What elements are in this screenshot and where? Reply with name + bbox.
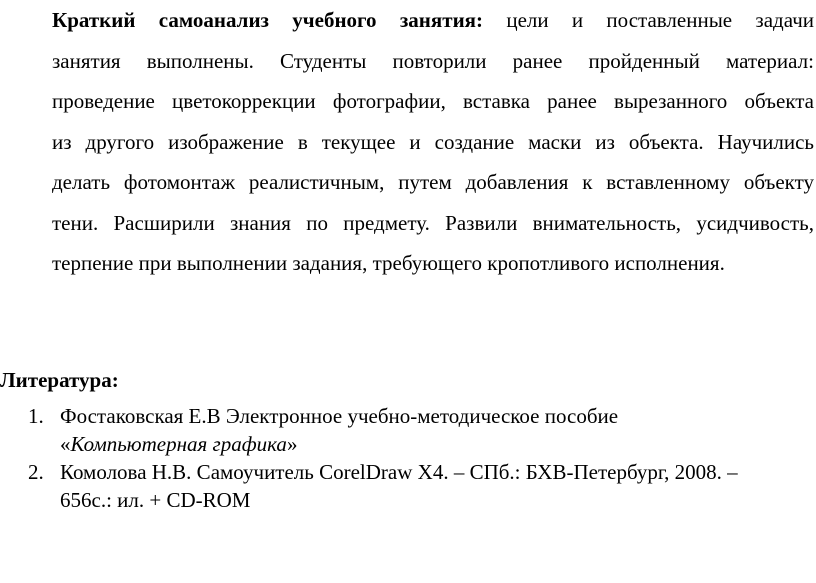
literature-list: [28, 402, 816, 514]
summary-line: тени. Расширили знания по предмету. Развили внимательность, усидчивость,: [52, 210, 814, 235]
summary-heading: Краткий самоанализ учебного занятия:: [52, 8, 484, 32]
summary-line: занятия выполнены. Студенты повторили ранее пройденный материал:: [52, 48, 814, 73]
summary-line: делать фотомонтаж реалистичным, путем добавления к вставленному объекту: [52, 170, 814, 194]
list-text: 656с.: ил. + CD-ROM: [60, 488, 251, 512]
summary-line: терпение при выполнении задания, требующего кропотливого исполнения.: [52, 251, 725, 275]
book-title: Компьютерная графика: [70, 432, 287, 456]
list-text: «Компьютерная графика»: [60, 432, 298, 456]
summary-paragraph: [52, 0, 814, 284]
list-text: Фостаковская Е.В Электронное учебно-методическое пособие: [60, 404, 619, 428]
list-number: 1.: [28, 404, 44, 428]
summary-line: из другого изображение в текущее и создание маски из объекта. Научились: [52, 129, 814, 154]
summary-line: Краткий самоанализ учебного занятия: цели и поставленные задачи: [52, 8, 814, 32]
summary-line: проведение цветокоррекции фотографии, вставка ранее вырезанного объекта: [52, 89, 814, 113]
list-item: [28, 458, 816, 514]
list-item: [28, 402, 816, 458]
list-text: Комолова Н.В. Самоучитель CorelDraw X4. – СПб.: БХВ-Петербург, 2008. –: [60, 460, 738, 484]
literature-title: Литература:: [0, 368, 119, 392]
list-number: 2.: [28, 460, 44, 484]
